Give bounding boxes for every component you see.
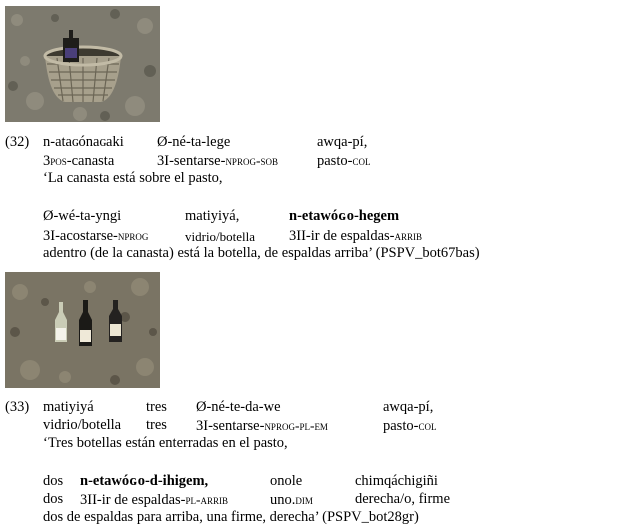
gloss: dos	[43, 491, 64, 507]
gloss: pasto-col	[383, 418, 437, 434]
morpheme-word: Ø-wé-ta-yngi	[43, 208, 122, 224]
morpheme-word: Ø-né-ta-lege	[157, 134, 231, 150]
morpheme-word: Ø-né-te-da-we	[196, 399, 281, 415]
gloss: 3pos-canasta	[43, 153, 115, 169]
gloss: uno.dim	[270, 492, 313, 508]
gloss: tres	[146, 417, 167, 433]
morpheme-word: onole	[270, 473, 303, 489]
morpheme-word: matiyiyá	[43, 399, 94, 415]
free-translation: ‘La canasta está sobre el pasto,	[43, 170, 223, 186]
gloss: 3I-acostarse-nprog	[43, 228, 149, 244]
example-number: (33)	[5, 399, 30, 415]
free-translation: adentro (de la canasta) está la botella, de espaldas arriba’ (PSPV_bot67bas)	[43, 245, 480, 261]
morpheme-word: awqa-pí,	[383, 399, 434, 415]
gloss: 3I-sentarse-nprog-pl-em	[196, 418, 328, 434]
morpheme-word: chimqáchigiñi	[355, 473, 438, 489]
morpheme-word: matiyiyá,	[185, 208, 240, 224]
example-number: (32)	[5, 134, 30, 150]
morpheme-word-bold: n-etawóɢo-d-ihigem,	[80, 473, 209, 489]
bottles-photo	[5, 272, 160, 388]
free-translation: dos de espaldas para arriba, una firme, derecha’ (PSPV_bot28gr)	[43, 509, 419, 525]
gloss: 3II-ir de espaldas-pl-arrib	[80, 492, 228, 508]
gloss: vidrio/botella	[43, 417, 122, 433]
morpheme-word-bold: n-etawóɢo-hegem	[289, 208, 400, 224]
gloss: 3II-ir de espaldas-arrib	[289, 228, 422, 244]
morpheme-word: awqa-pí,	[317, 134, 368, 150]
free-translation: ‘Tres botellas están enterradas en el pasto,	[43, 435, 288, 451]
gloss: derecha/o, firme	[355, 491, 451, 507]
morpheme-word: dos	[43, 473, 64, 489]
basket-photo	[5, 6, 160, 122]
morpheme-word: tres	[146, 399, 167, 415]
morpheme-word: n-ataɢónaɢaki	[43, 134, 124, 150]
gloss: 3I-sentarse-nprog-sob	[157, 153, 278, 169]
gloss: vidrio/botella	[185, 229, 256, 244]
gloss: pasto-col	[317, 153, 371, 169]
